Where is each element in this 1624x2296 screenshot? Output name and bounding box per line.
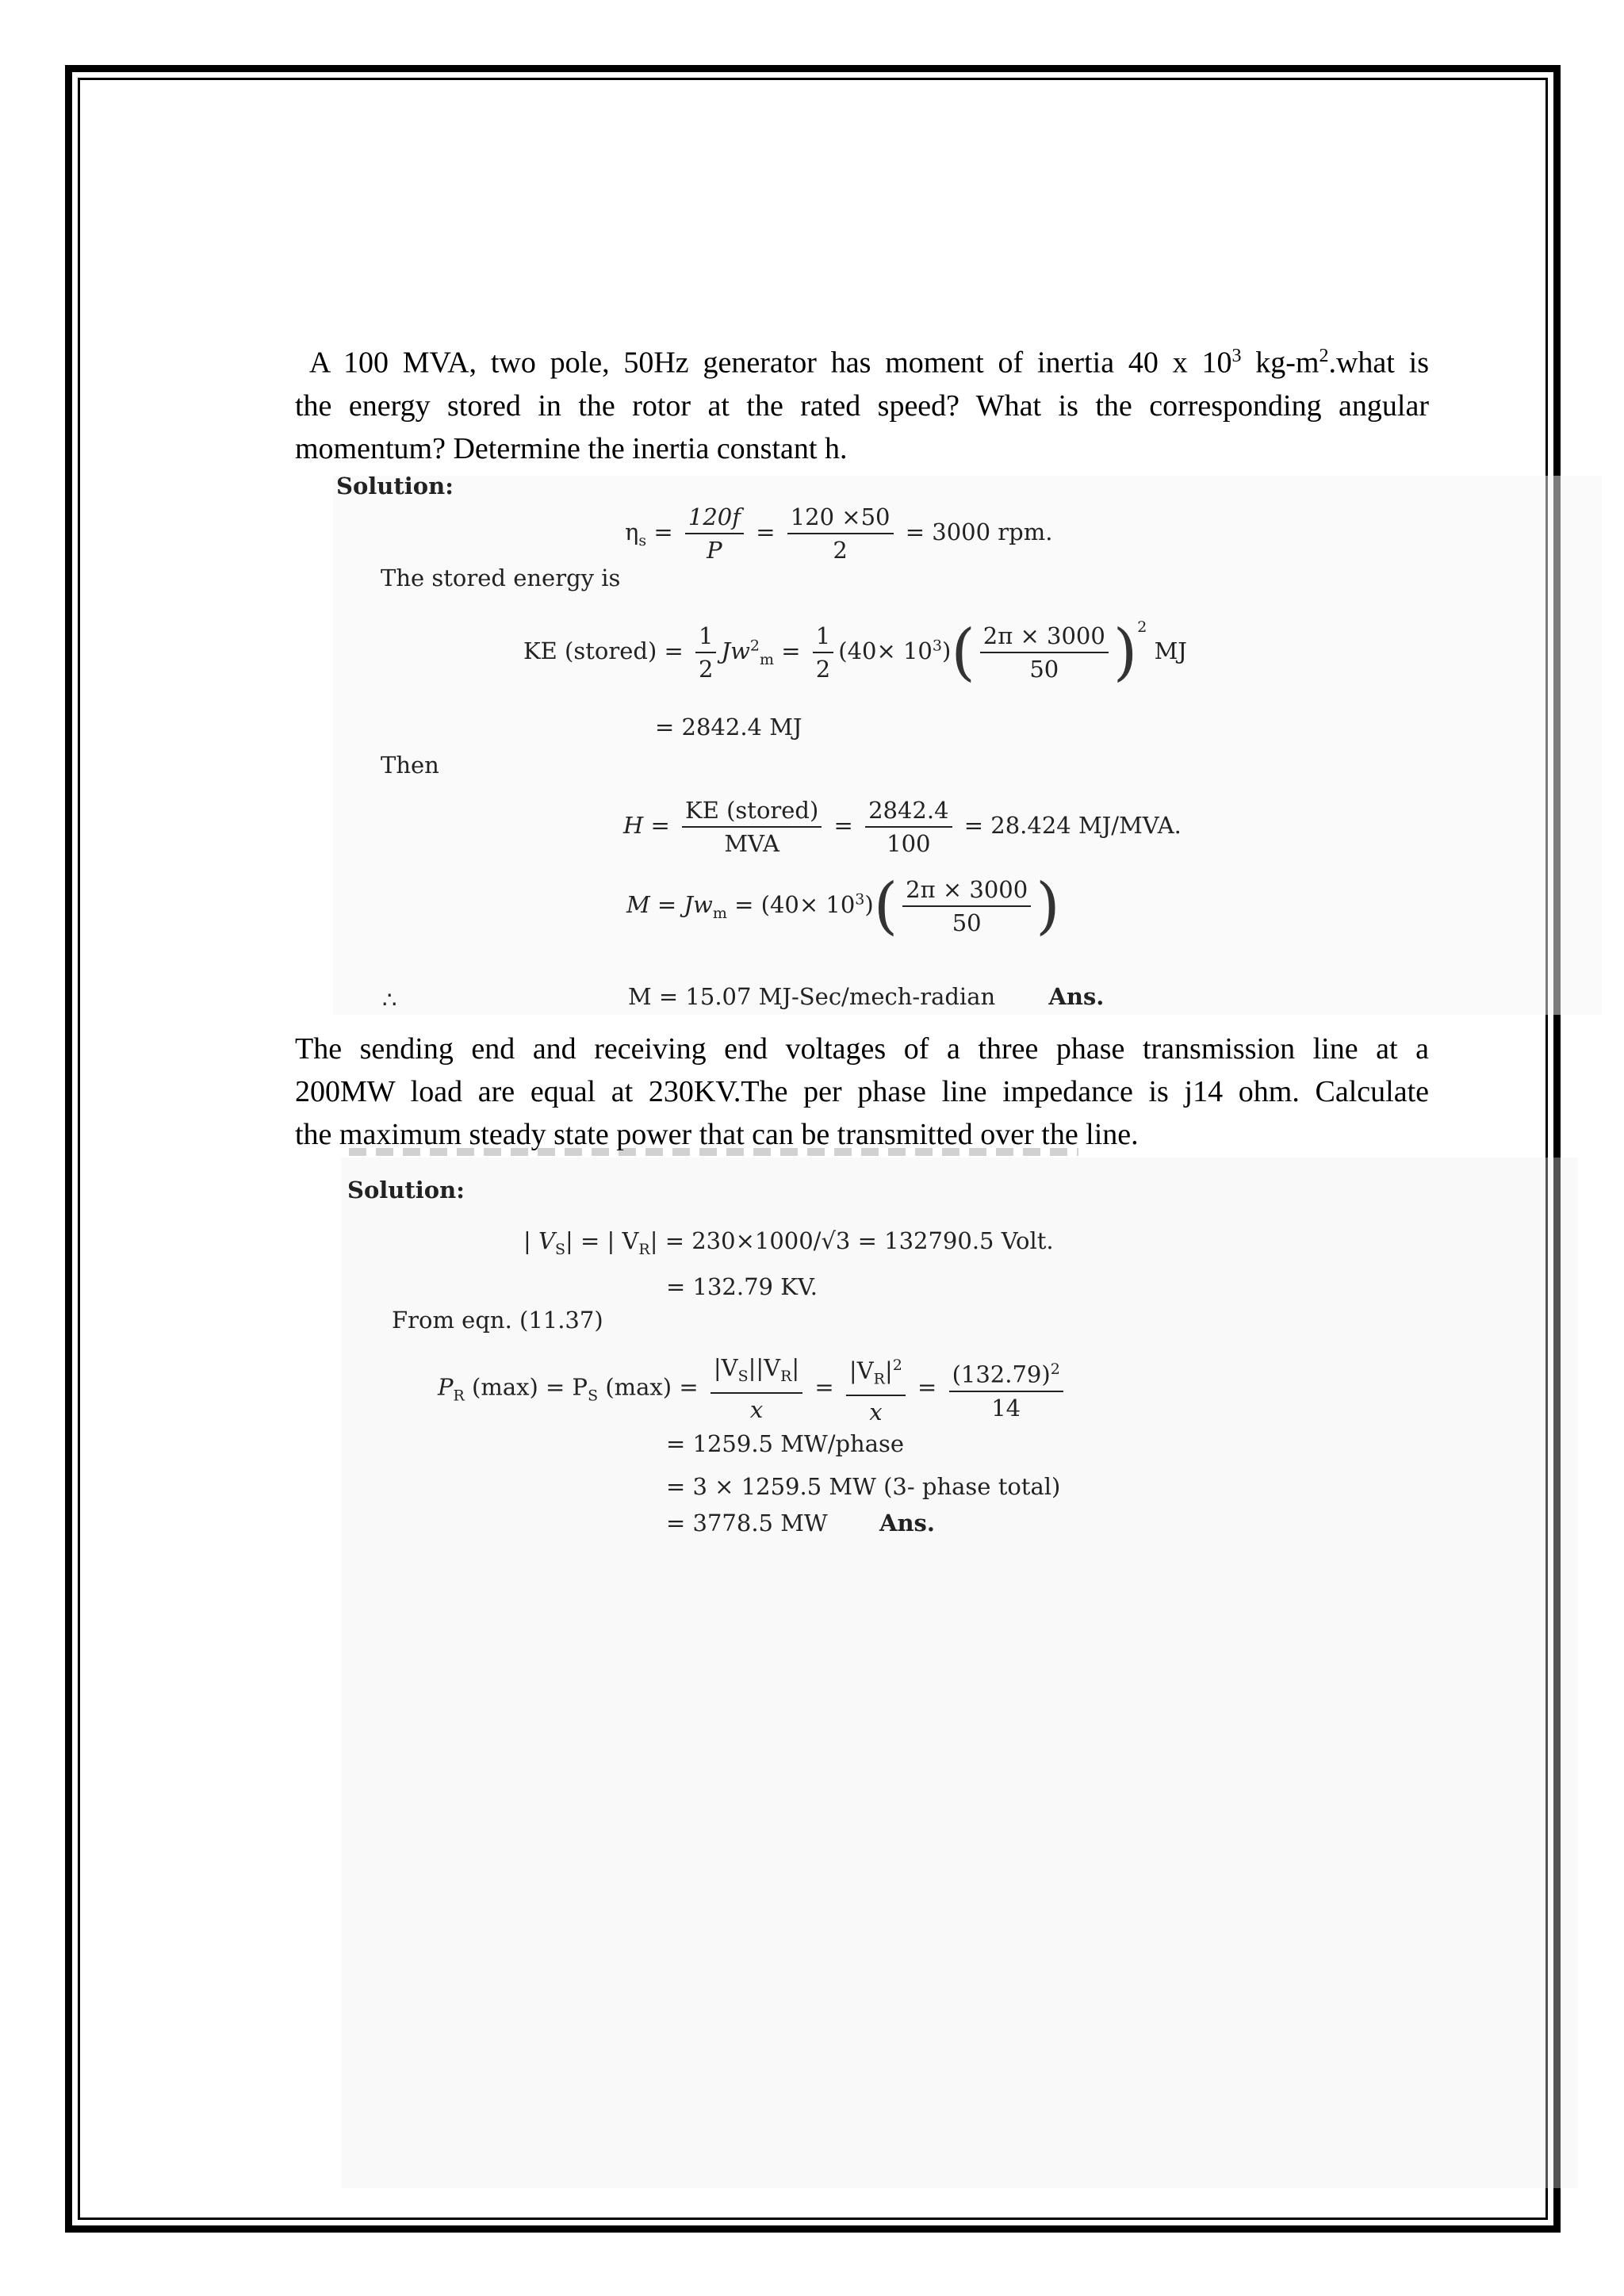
voltage-kv-result: = 132.79 KV.	[666, 1273, 818, 1300]
power-result-total: = 3778.5 MW Ans.	[666, 1510, 935, 1536]
power-result-three-phase: = 3 × 1259.5 MW (3- phase total)	[666, 1473, 1061, 1500]
max-power-equation: $P_R$ $(\max) = P_S$ (max) = $\frac{|V_S||V_R|}{x}$ = $\frac{|V_R|^2}{x}$ = $\frac{(132.79)^2}{14}$	[438, 1351, 1068, 1426]
kinetic-energy-result: = 2842.4 MJ	[655, 714, 802, 740]
power-result-per-phase: = 1259.5 MW/phase	[666, 1430, 905, 1457]
solution-2-heading: Solution:	[347, 1177, 465, 1203]
therefore-symbol: ∴	[382, 986, 397, 1013]
problem-2-line-2: 200MW load are equal at 230KV.The per phase line impedance is j14 ohm. Calculate	[295, 1075, 1429, 1108]
angular-momentum-result: M = 15.07 MJ-Sec/mech-radian Ans.	[628, 983, 1105, 1010]
kinetic-energy-equation: KE (stored) = $\frac{1}{2}$ $Jw^2_m$ = $\frac{1}{2}$ $(40\times 10^3)$( $\frac{2\pi \times 3000}{50}$ )$^2$ MJ	[523, 617, 1187, 688]
inertia-constant-equation: H = $\frac{\text{KE (stored)}}{\text{MVA}}$ = $\frac{2842.4}{100}$ = 28.424 MJ/MVA.	[623, 797, 1182, 857]
problem-1-line-3: momentum? Determine the inertia constant h.	[295, 431, 848, 465]
problem-1-line-1: A 100 MVA, two pole, 50Hz generator has moment of inertia 40 x $10^3$ $kg-m^2.what$ is	[308, 346, 1429, 380]
angular-momentum-equation: $M = Jw_m = (40\times 10^3)$( $\frac{2\pi \times 3000}{50}$ )	[626, 871, 1060, 942]
stored-energy-label: The stored energy is	[381, 564, 621, 591]
solution-1-heading: Solution:	[336, 473, 454, 499]
problem-2-text	[295, 1027, 1429, 1156]
voltage-equation: | $V_S|$ = | $V_R| = 230\times 1000/√3 = 132790.5$ Volt.	[523, 1227, 1054, 1258]
problem-2-line-3: the maximum steady state power that can be transmitted over the line.	[295, 1118, 1139, 1151]
synchronous-speed-equation: $\eta_s$ = $\frac{120f}{P}$ = $\frac{120 \times 50}{2}$ = 3000 rpm.	[625, 503, 1053, 564]
problem-1-text	[295, 335, 1429, 470]
problem-2-line-1: The sending end and receiving end voltages of a three phase transmission line at a	[295, 1032, 1429, 1066]
problem-1-line-2: the energy stored in the rotor at the rated speed? What is the corresponding angular	[295, 388, 1429, 423]
then-label: Then	[381, 752, 439, 779]
from-eqn-label: From eqn. (11.37)	[392, 1307, 603, 1334]
